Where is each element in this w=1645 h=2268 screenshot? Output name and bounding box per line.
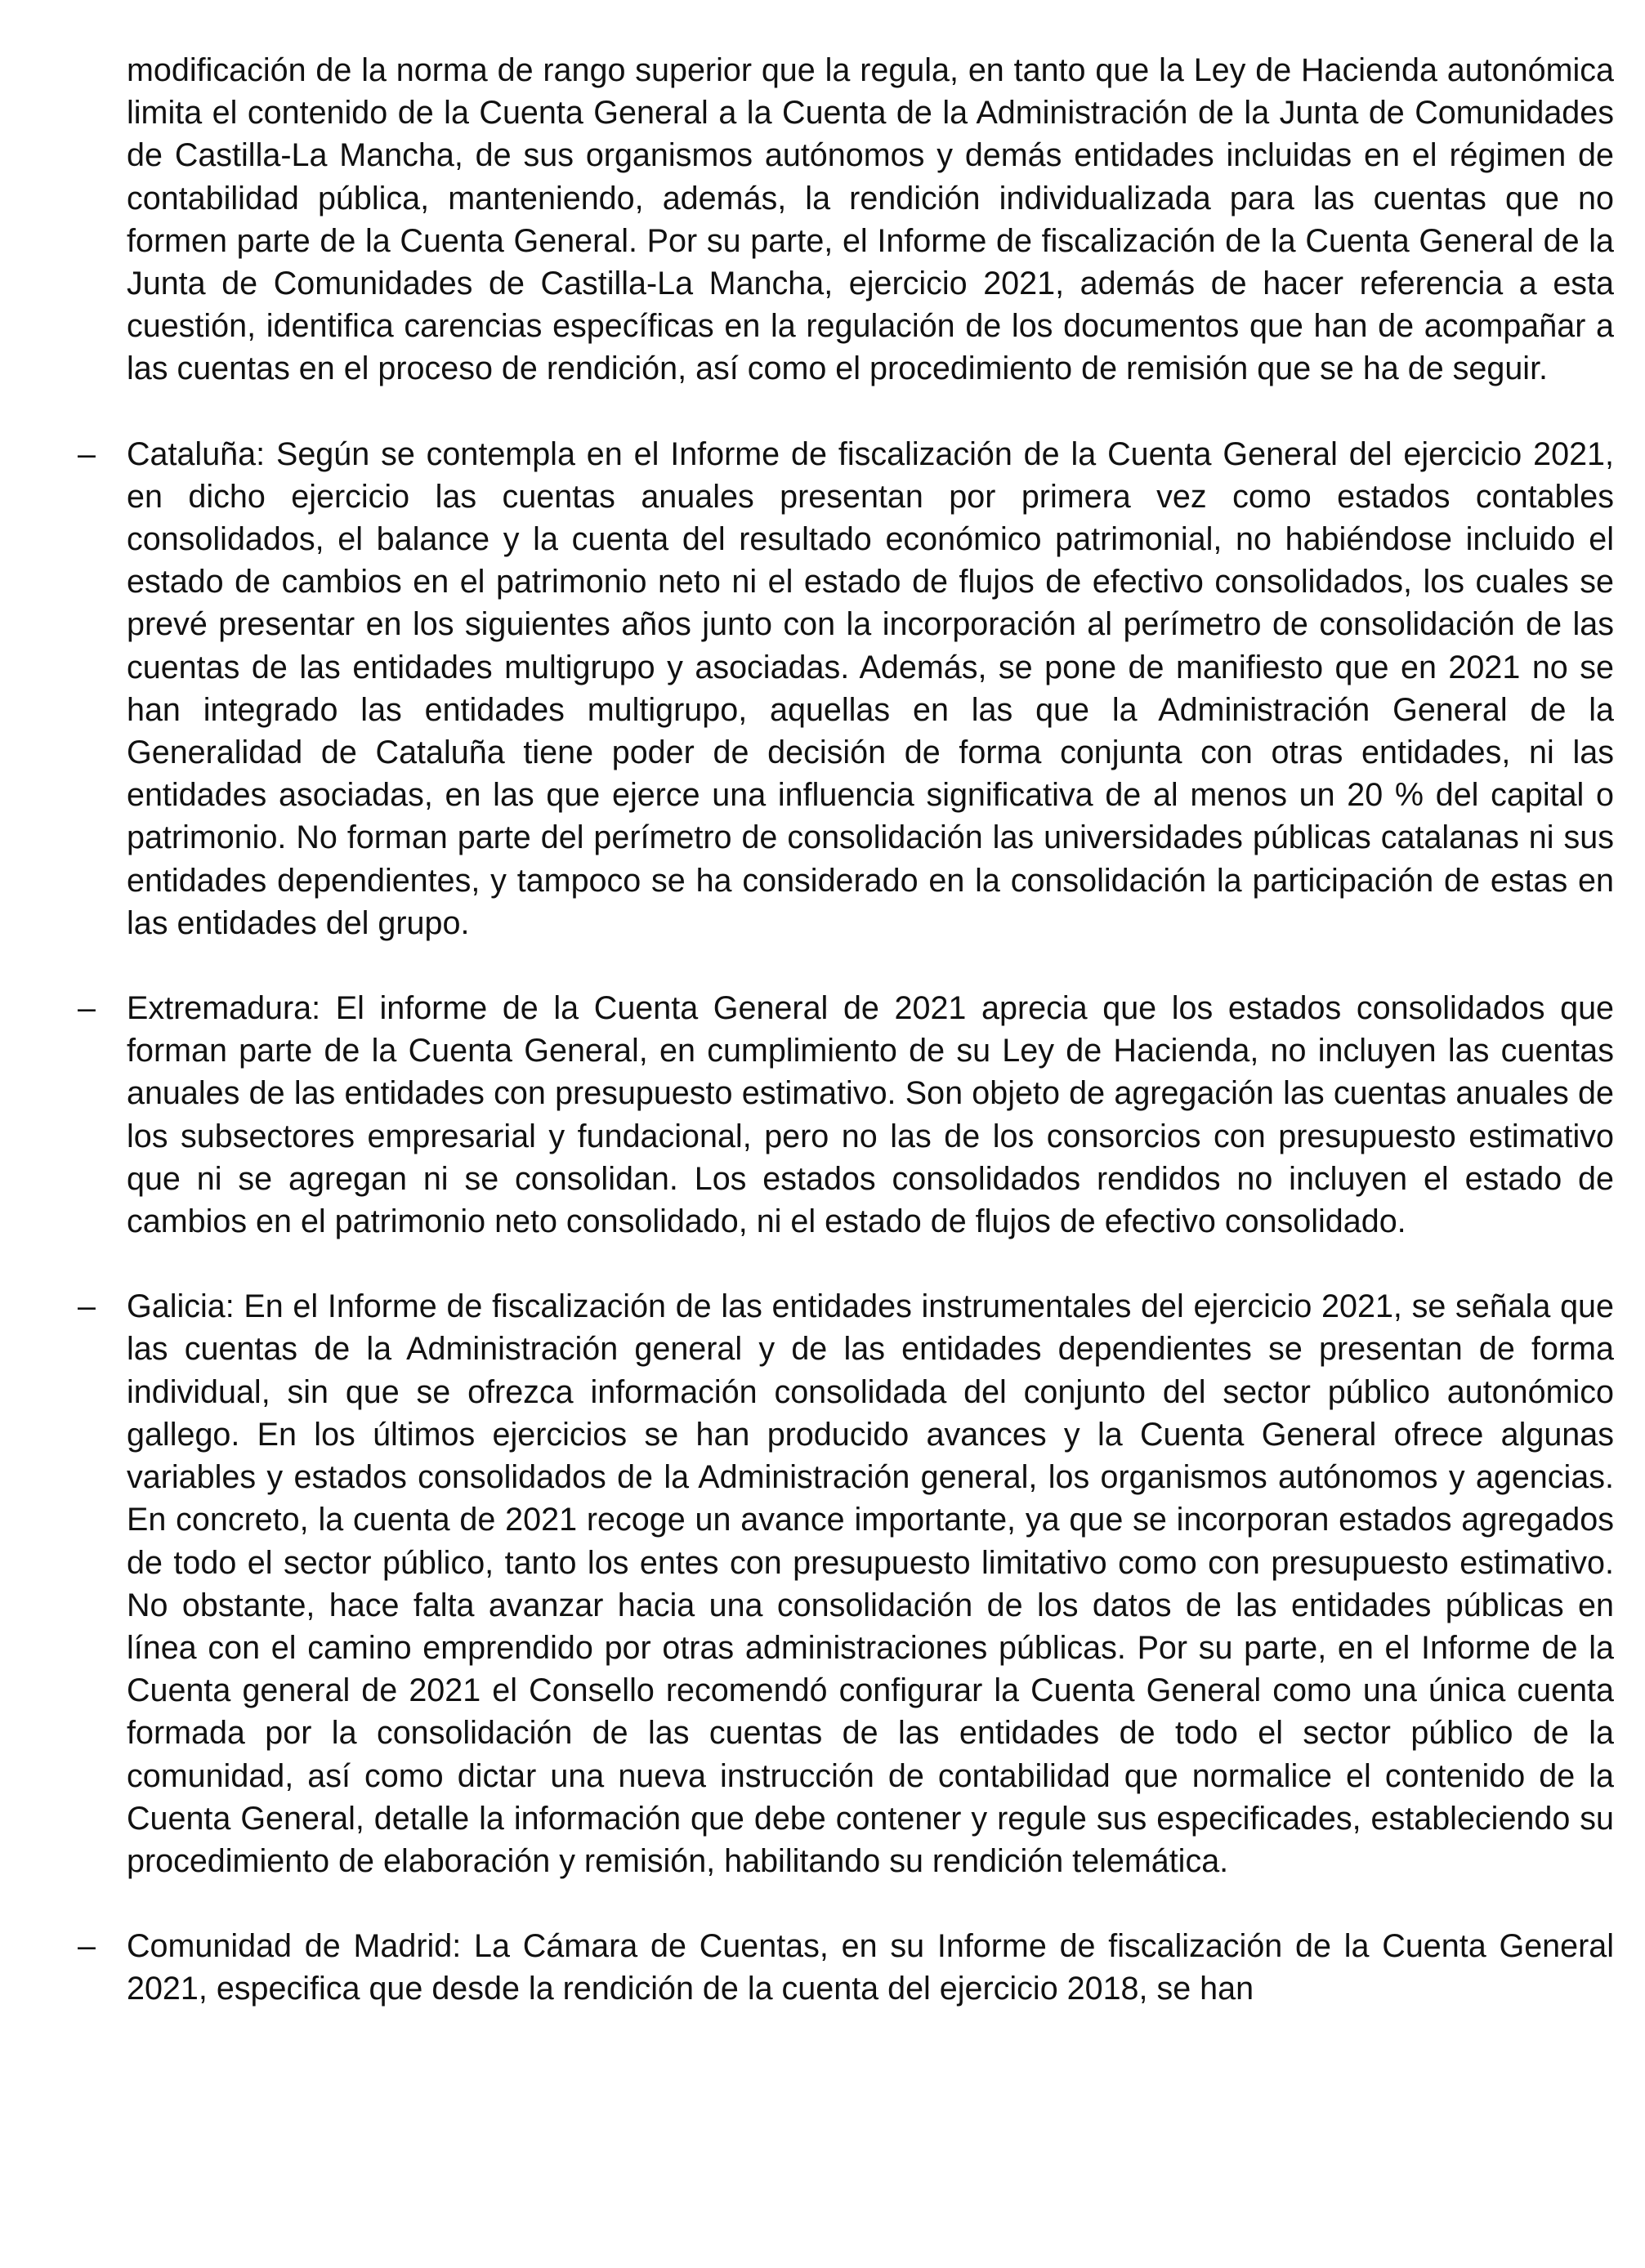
document-page — [78, 49, 1614, 2011]
list-item-galicia — [78, 1285, 1614, 1882]
list-item-text: Galicia: En el Informe de fiscalización de las entidades instrumentales del ejercicio 2021, se señala que las cuentas de la Administración general y de las entidades dependientes se presentan de forma individual, sin que se ofrezca información consolidada del conjunto del sector público autonómico gallego. En los últimos ejercicios se han producido avances y la Cuenta General ofrece algunas variables y estados consolidados de la Administración general, los organismos autónomos y agencias. En concreto, la cuenta de 2021 recoge un avance importante, ya que se incorporan estados agregados de todo el sector público, tanto los entes con presupuesto limitativo como con presupuesto estimativo. No obstante, hace falta avanzar hacia una consolidación de los datos de las entidades públicas en línea con el camino emprendido por otras administraciones públicas. Por su parte, en el Informe de la Cuenta general de 2021 el Consello recomendó configurar la Cuenta General como una única cuenta formada por la consolidación de las cuentas de las entidades de todo el sector público de la comunidad, así como dictar una nueva instrucción de contabilidad que normalice el contenido de la Cuenta General, detalle la información que debe contener y regule sus especificades, estableciendo su procedimiento de elaboración y remisión, habilitando su rendición telemática. — [127, 1288, 1614, 1879]
bullet-dash: – — [78, 1288, 96, 1325]
bullet-dash: – — [78, 1928, 96, 1965]
list-item-text: Cataluña: Según se contempla en el Informe de fiscalización de la Cuenta General del ejercicio 2021, en dicho ejercicio las cuentas anuales presentan por primera vez como estados contables consolidados, el balance y la cuenta del resultado económico patrimonial, no habiéndose incluido el estado de cambios en el patrimonio neto ni el estado de flujos de efectivo consolidados, los cuales se prevé presentar en los siguientes años junto con la incorporación al perímetro de consolidación de las cuentas de las entidades multigrupo y asociadas. Además, se pone de manifiesto que en 2021 no se han integrado las entidades multigrupo, aquellas en las que la Administración General de la Generalidad de Cataluña tiene poder de decisión de forma conjunta con otras entidades, ni las entidades asociadas, en las que ejerce una influencia significativa de al menos un 20 % del capital o patrimonio. No forman parte del perímetro de consolidación las universidades públicas catalanas ni sus entidades dependientes, y tampoco se ha considerado en la consolidación la participación de estas en las entidades del grupo. — [127, 435, 1614, 941]
intro-paragraph: modificación de la norma de rango superior que la regula, en tanto que la Ley de Hacienda autonómica limita el contenido de la Cuenta General a la Cuenta de la Administración de la Junta de Comunidades de Castilla-La Mancha, de sus organismos autónomos y demás entidades incluidas en el régimen de contabilidad pública, manteniendo, además, la rendición individualizada para las cuentas que no formen parte de la Cuenta General. Por su parte, el Informe de fiscalización de la Cuenta General de la Junta de Comunidades de Castilla-La Mancha, ejercicio 2021, además de hacer referencia a esta cuestión, identifica carencias específicas en la regulación de los documentos que han de acompañar a las cuentas en el proceso de rendición, así como el procedimiento de remisión que se ha de seguir. — [127, 52, 1614, 387]
list-item-text: Extremadura: El informe de la Cuenta General de 2021 aprecia que los estados consolidados que forman parte de la Cuenta General, en cumplimiento de su Ley de Hacienda, no incluyen las cuentas anuales de las entidades con presupuesto estimativo. Son objeto de agregación las cuentas anuales de los subsectores empresarial y fundacional, pero no las de los consorcios con presupuesto estimativo que ni se agregan ni se consolidan. Los estados consolidados rendidos no incluyen el estado de cambios en el patrimonio neto consolidado, ni el estado de flujos de efectivo consolidado. — [127, 990, 1614, 1240]
list-item-cataluna — [78, 433, 1614, 944]
bullet-dash: – — [78, 990, 96, 1027]
bullet-dash: – — [78, 435, 96, 472]
list-item-extremadura — [78, 987, 1614, 1243]
list-item-text: Comunidad de Madrid: La Cámara de Cuentas, en su Informe de fiscalización de la Cuenta General 2021, especifica que desde la rendición de la cuenta del ejercicio 2018, se han — [127, 1928, 1614, 2007]
list-item-madrid — [78, 1925, 1614, 2010]
